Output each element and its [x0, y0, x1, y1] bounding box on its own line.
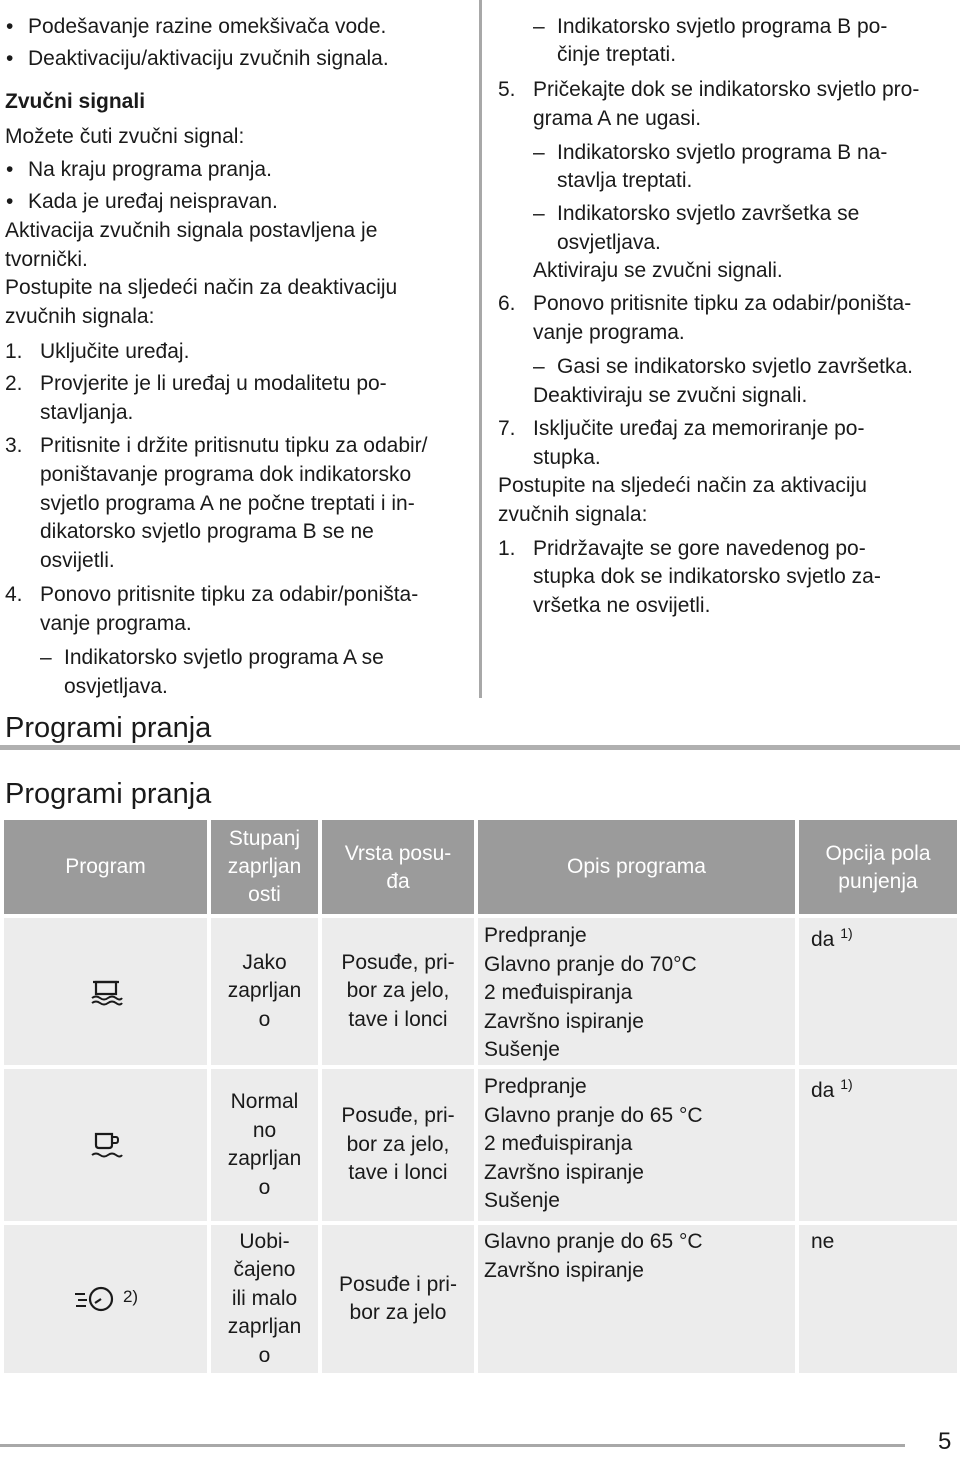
cell-line: Završno ispiranje [484, 1258, 644, 1282]
bullet-marker: • [6, 15, 14, 38]
table-row-2-program [4, 1069, 207, 1221]
note-text: Deaktiviraju se zvučni signali. [533, 384, 808, 407]
table-row-1-program [4, 918, 207, 1065]
cell-value: da [811, 1079, 835, 1102]
step-text: vanje programa. [533, 321, 685, 344]
header-program [4, 820, 207, 914]
table-row-2-description [478, 1069, 795, 1221]
bullet-item: Podešavanje razine omekšivača vode. [28, 15, 387, 38]
step-text: Ponovo pritisnite tipku za odabir/poništa- [533, 292, 912, 315]
section-heading: Programi pranja [5, 712, 212, 744]
cell-line: tave i lonci [348, 1161, 448, 1185]
step-number: 6. [498, 292, 516, 315]
table-row-1-dishes [322, 918, 474, 1065]
section-divider [0, 745, 960, 750]
header-half-load [799, 820, 957, 914]
cell-line: Posuđe i pri- [339, 1272, 457, 1296]
cell-line: bor za jelo, [346, 1132, 450, 1156]
step-text: Isključite uređaj za memoriranje po- [533, 417, 865, 440]
step-number: 2. [5, 372, 23, 395]
table-row-3-description [478, 1225, 795, 1373]
step-text: grama A ne ugasi. [533, 107, 702, 130]
dash-marker: – [533, 15, 545, 38]
page-number: 5 [938, 1428, 952, 1455]
header-program-description [478, 820, 795, 914]
dash-marker: – [533, 141, 545, 164]
cell-line: o [258, 1175, 271, 1199]
bullet-item: Kada je uređaj neispravan. [28, 190, 278, 213]
step-text: Pričekajte dok se indikatorsko svjetlo pro- [533, 78, 920, 101]
step-text: Uključite uređaj. [40, 340, 190, 363]
table-row-3-program [4, 1225, 207, 1373]
table-row-2-half-load [799, 1069, 957, 1221]
dash-text: osvjetljava. [557, 231, 661, 254]
step-text: osvijetli. [40, 549, 115, 572]
footnote-ref: 2) [122, 1286, 139, 1306]
cell-line: zaprljan [227, 1147, 302, 1170]
section-heading-sound-signals: Zvučni signali [5, 90, 146, 113]
step-text: svjetlo programa A ne počne treptati i in- [40, 492, 415, 515]
cell-line: Glavno pranje do 65 °C [484, 1103, 703, 1127]
step-text: Ponovo pritisnite tipku za odabir/poništa- [40, 583, 419, 606]
header-label: Stupanj [228, 827, 301, 850]
cell-line: Sušenje [484, 1189, 560, 1212]
bullet-marker: • [6, 47, 14, 70]
cell-line: Posuđe, pri- [341, 1104, 455, 1128]
bullet-item: Deaktivaciju/aktivaciju zvučnih signala. [28, 47, 389, 70]
cell-line: Završno ispiranje [484, 1009, 644, 1033]
dash-text: Gasi se indikatorsko svjetlo završetka. [557, 355, 913, 378]
paragraph-line: zvučnih signala: [498, 503, 648, 526]
step-text: poništavanje programa dok indikatorsko [40, 463, 412, 486]
note-text: Aktiviraju se zvučni signali. [533, 259, 783, 282]
cell-line: no [252, 1118, 277, 1142]
step-text: stupka. [533, 446, 601, 469]
table-row-1-half-load [799, 918, 957, 1065]
header-label: đa [386, 870, 410, 893]
dash-marker: – [40, 646, 52, 669]
header-label: zaprljan [227, 855, 302, 878]
cell-line: bor za jelo, [346, 979, 450, 1003]
bullet-marker: • [6, 190, 14, 213]
dash-marker: – [533, 355, 545, 378]
step-text: dikatorsko svjetlo programa B se ne [40, 520, 374, 543]
column-divider [479, 0, 482, 698]
dash-text: činje treptati. [557, 43, 677, 66]
dash-text: Indikatorsko svjetlo programa B po- [557, 15, 888, 38]
cell-line: 2 međuispiranja [484, 1132, 633, 1155]
step-text: vršetka ne osvijetli. [533, 594, 711, 617]
cell-line: Sušenje [484, 1038, 560, 1061]
dash-text: osvjetljava. [64, 675, 168, 698]
cell-line: Glavno pranje do 65 °C [484, 1230, 703, 1253]
table-row-1-soil [211, 918, 318, 1065]
header-label: Vrsta posu- [344, 842, 452, 865]
header-label: punjenja [838, 870, 918, 893]
cell-line: bor za jelo [349, 1301, 447, 1324]
table-row-3-dishes [322, 1225, 474, 1373]
dash-text: Indikatorsko svjetlo završetka se [557, 202, 860, 225]
header-label: Opcija pola [825, 842, 931, 865]
table-row-2-dishes [322, 1069, 474, 1221]
dash-marker: – [533, 202, 545, 225]
header-dish-type [322, 820, 474, 914]
intensive-pot-icon [88, 977, 124, 1007]
paragraph-line: Aktivacija zvučnih signala postavljena je [5, 219, 378, 242]
cell-value: da [811, 928, 835, 951]
step-text: stupka dok se indikatorsko svjetlo za- [533, 565, 881, 588]
step-number: 5. [498, 78, 516, 101]
cell-line: zaprljan [227, 979, 302, 1003]
cell-value: ne [811, 1230, 835, 1253]
footnote-ref: 1) [840, 1076, 853, 1092]
cell-line: Posuđe, pri- [341, 950, 455, 974]
cell-line: Glavno pranje do 70°C [484, 952, 697, 976]
header-soil-level [211, 820, 318, 914]
step-text: Pritisnite i držite pritisnutu tipku za odabir/ [40, 434, 428, 457]
header-label: Program [65, 855, 146, 878]
cell-line: Normal [230, 1090, 299, 1113]
cell-line: 2 međuispiranja [484, 981, 633, 1004]
cell-line: Završno ispiranje [484, 1160, 644, 1184]
step-text: Pridržavajte se gore navedenog po- [533, 537, 866, 560]
paragraph-line: zvučnih signala: [5, 305, 155, 328]
header-label: Opis programa [567, 855, 706, 878]
table-row-3-soil [211, 1225, 318, 1373]
cell-line: čajeno [233, 1258, 296, 1282]
step-number: 1. [5, 340, 23, 363]
cell-line: zaprljan [227, 1315, 302, 1339]
header-label: osti [248, 883, 281, 906]
step-number: 3. [5, 434, 23, 457]
paragraph-line: tvornički. [5, 248, 88, 271]
normal-cup-icon [88, 1130, 124, 1160]
footnote-ref: 1) [840, 925, 853, 941]
dash-text: stavlja treptati. [557, 169, 693, 192]
step-number: 4. [5, 583, 23, 606]
step-text: stavljanja. [40, 401, 134, 424]
cell-line: o [258, 1007, 271, 1031]
table-row-1-description [478, 918, 795, 1065]
cell-line: ili malo [231, 1286, 298, 1310]
step-number: 7. [498, 417, 516, 440]
step-text: vanje programa. [40, 612, 192, 635]
dash-text: Indikatorsko svjetlo programa B na- [557, 141, 888, 164]
cell-line: Predpranje [484, 1075, 587, 1098]
cell-line: Predpranje [484, 924, 587, 947]
quick-clock-icon [73, 1284, 117, 1314]
cell-line: Jako [242, 950, 287, 974]
table-title: Programi pranja [5, 778, 212, 810]
table-row-3-half-load [799, 1225, 957, 1373]
cell-line: tave i lonci [348, 1007, 448, 1031]
paragraph-line: Postupite na sljedeći način za aktivaciju [498, 474, 867, 497]
bullet-item: Na kraju programa pranja. [28, 158, 272, 181]
dash-text: Indikatorsko svjetlo programa A se [64, 646, 384, 669]
cell-line: Uobi- [239, 1229, 290, 1253]
step-number: 1. [498, 537, 516, 560]
paragraph-line: Postupite na sljedeći način za deaktivaciju [5, 276, 398, 299]
table-row-2-soil [211, 1069, 318, 1221]
intro-text: Možete čuti zvučni signal: [5, 125, 245, 148]
bullet-marker: • [6, 158, 14, 181]
cell-line: o [258, 1343, 271, 1367]
step-text: Provjerite je li uređaj u modalitetu po- [40, 372, 387, 395]
footer-rule [0, 1444, 905, 1447]
